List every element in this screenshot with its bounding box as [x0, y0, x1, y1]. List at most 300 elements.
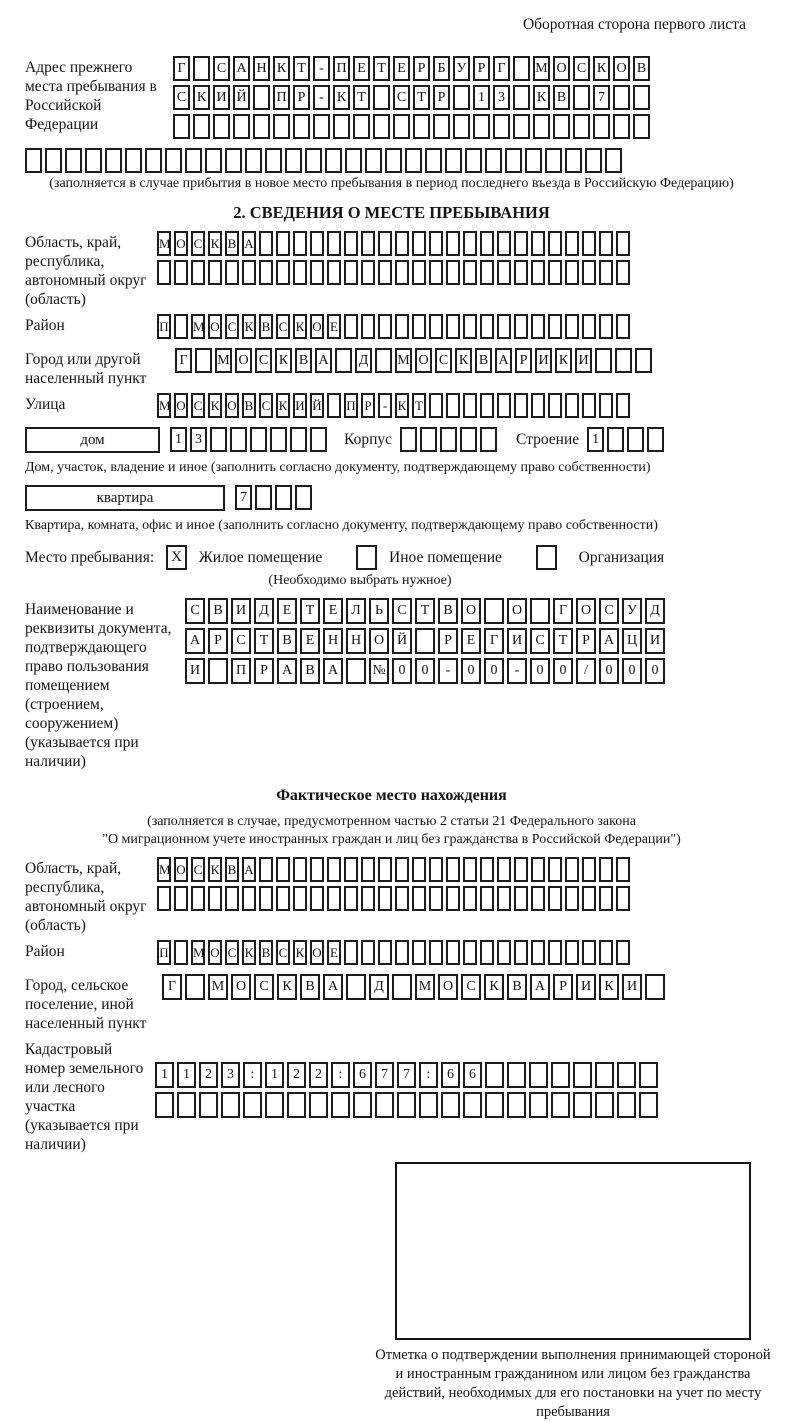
char-cell[interactable]: Р: [473, 56, 490, 81]
char-cell[interactable]: [480, 886, 494, 911]
char-cell[interactable]: Т: [254, 628, 274, 654]
char-cell[interactable]: А: [495, 348, 512, 373]
char-cell[interactable]: [635, 348, 652, 373]
char-cell[interactable]: О: [438, 974, 458, 1000]
char-cell[interactable]: [415, 628, 435, 654]
char-cell[interactable]: [463, 393, 477, 418]
char-cell[interactable]: С: [435, 348, 452, 373]
actual-city-row[interactable]: [162, 974, 668, 1000]
char-cell[interactable]: [253, 114, 270, 139]
char-cell[interactable]: [325, 148, 342, 173]
char-cell[interactable]: [145, 148, 162, 173]
char-cell[interactable]: [395, 940, 409, 965]
char-cell[interactable]: [480, 260, 494, 285]
char-cell[interactable]: [412, 857, 426, 882]
char-cell[interactable]: В: [208, 598, 228, 624]
char-cell[interactable]: [599, 886, 613, 911]
char-cell[interactable]: И: [622, 974, 642, 1000]
char-cell[interactable]: [440, 427, 457, 452]
street-row[interactable]: [157, 393, 633, 418]
char-cell[interactable]: О: [369, 628, 389, 654]
char-cell[interactable]: [530, 598, 550, 624]
char-cell[interactable]: О: [208, 314, 222, 339]
char-cell[interactable]: К: [533, 85, 550, 110]
char-cell[interactable]: [259, 857, 273, 882]
char-cell[interactable]: [531, 314, 545, 339]
char-cell[interactable]: [441, 1092, 460, 1118]
char-cell[interactable]: [616, 857, 630, 882]
char-cell[interactable]: [599, 260, 613, 285]
document-row-1[interactable]: [185, 598, 668, 624]
char-cell[interactable]: [446, 314, 460, 339]
char-cell[interactable]: О: [208, 940, 222, 965]
char-cell[interactable]: К: [455, 348, 472, 373]
char-cell[interactable]: [531, 231, 545, 256]
char-cell[interactable]: [446, 393, 460, 418]
char-cell[interactable]: [497, 940, 511, 965]
char-cell[interactable]: [310, 260, 324, 285]
char-cell[interactable]: Д: [254, 598, 274, 624]
char-cell[interactable]: М: [191, 940, 205, 965]
char-cell[interactable]: К: [395, 393, 409, 418]
char-cell[interactable]: [514, 314, 528, 339]
char-cell[interactable]: 3: [190, 427, 207, 452]
char-cell[interactable]: [429, 231, 443, 256]
char-cell[interactable]: В: [300, 658, 320, 684]
char-cell[interactable]: И: [213, 85, 230, 110]
char-cell[interactable]: В: [633, 56, 650, 81]
char-cell[interactable]: [270, 427, 287, 452]
char-cell[interactable]: [265, 1092, 284, 1118]
char-cell[interactable]: [293, 231, 307, 256]
char-cell[interactable]: [331, 1092, 350, 1118]
char-cell[interactable]: [174, 886, 188, 911]
char-cell[interactable]: [485, 1062, 504, 1088]
char-cell[interactable]: [545, 148, 562, 173]
char-cell[interactable]: [514, 940, 528, 965]
char-cell[interactable]: [287, 1092, 306, 1118]
char-cell[interactable]: [551, 1062, 570, 1088]
char-cell[interactable]: [480, 427, 497, 452]
char-cell[interactable]: [273, 114, 290, 139]
char-cell[interactable]: [480, 231, 494, 256]
char-cell[interactable]: [484, 598, 504, 624]
char-cell[interactable]: И: [575, 348, 592, 373]
char-cell[interactable]: А: [323, 658, 343, 684]
char-cell[interactable]: С: [276, 940, 290, 965]
char-cell[interactable]: [157, 886, 171, 911]
char-cell[interactable]: [565, 148, 582, 173]
char-cell[interactable]: [85, 148, 102, 173]
char-cell[interactable]: А: [242, 231, 256, 256]
char-cell[interactable]: М: [157, 393, 171, 418]
char-cell[interactable]: [242, 260, 256, 285]
char-cell[interactable]: О: [174, 231, 188, 256]
char-cell[interactable]: С: [255, 348, 272, 373]
char-cell[interactable]: 1: [587, 427, 604, 452]
char-cell[interactable]: И: [293, 393, 307, 418]
char-cell[interactable]: [185, 974, 205, 1000]
char-cell[interactable]: [309, 1092, 328, 1118]
char-cell[interactable]: [344, 857, 358, 882]
char-cell[interactable]: [193, 56, 210, 81]
char-cell[interactable]: А: [315, 348, 332, 373]
char-cell[interactable]: К: [273, 56, 290, 81]
char-cell[interactable]: [375, 348, 392, 373]
char-cell[interactable]: 0: [599, 658, 619, 684]
char-cell[interactable]: [497, 260, 511, 285]
char-cell[interactable]: К: [208, 857, 222, 882]
char-cell[interactable]: 7: [375, 1062, 394, 1088]
char-cell[interactable]: [395, 231, 409, 256]
char-cell[interactable]: Р: [433, 85, 450, 110]
char-cell[interactable]: [310, 886, 324, 911]
char-cell[interactable]: [599, 314, 613, 339]
char-cell[interactable]: П: [333, 56, 350, 81]
cadastral-row-2[interactable]: [155, 1092, 661, 1118]
char-cell[interactable]: [453, 85, 470, 110]
char-cell[interactable]: В: [259, 314, 273, 339]
char-cell[interactable]: [373, 114, 390, 139]
char-cell[interactable]: [513, 85, 530, 110]
char-cell[interactable]: [413, 114, 430, 139]
char-cell[interactable]: [497, 857, 511, 882]
char-cell[interactable]: И: [576, 974, 596, 1000]
char-cell[interactable]: [378, 886, 392, 911]
actual-region-row-1[interactable]: [157, 857, 633, 882]
char-cell[interactable]: Р: [438, 628, 458, 654]
char-cell[interactable]: [505, 148, 522, 173]
char-cell[interactable]: [565, 231, 579, 256]
char-cell[interactable]: [485, 148, 502, 173]
char-cell[interactable]: П: [157, 940, 171, 965]
char-cell[interactable]: 0: [461, 658, 481, 684]
char-cell[interactable]: Р: [553, 974, 573, 1000]
char-cell[interactable]: [616, 231, 630, 256]
char-cell[interactable]: [225, 260, 239, 285]
char-cell[interactable]: 2: [309, 1062, 328, 1088]
char-cell[interactable]: О: [415, 348, 432, 373]
char-cell[interactable]: Е: [461, 628, 481, 654]
char-cell[interactable]: [412, 940, 426, 965]
char-cell[interactable]: [105, 148, 122, 173]
char-cell[interactable]: [639, 1062, 658, 1088]
previous-address-row-4[interactable]: [25, 148, 758, 173]
char-cell[interactable]: [480, 857, 494, 882]
char-cell[interactable]: В: [242, 393, 256, 418]
char-cell[interactable]: [514, 231, 528, 256]
char-cell[interactable]: С: [191, 857, 205, 882]
char-cell[interactable]: Р: [254, 658, 274, 684]
char-cell[interactable]: Т: [553, 628, 573, 654]
char-cell[interactable]: [412, 314, 426, 339]
char-cell[interactable]: Ь: [369, 598, 389, 624]
char-cell[interactable]: Т: [293, 56, 310, 81]
char-cell[interactable]: Т: [353, 85, 370, 110]
char-cell[interactable]: М: [395, 348, 412, 373]
char-cell[interactable]: [276, 231, 290, 256]
char-cell[interactable]: [565, 260, 579, 285]
char-cell[interactable]: [208, 260, 222, 285]
char-cell[interactable]: [361, 231, 375, 256]
char-cell[interactable]: У: [622, 598, 642, 624]
char-cell[interactable]: О: [576, 598, 596, 624]
char-cell[interactable]: В: [225, 857, 239, 882]
char-cell[interactable]: /: [576, 658, 596, 684]
char-cell[interactable]: 0: [530, 658, 550, 684]
char-cell[interactable]: [345, 148, 362, 173]
char-cell[interactable]: [208, 658, 228, 684]
char-cell[interactable]: [378, 940, 392, 965]
char-cell[interactable]: Р: [361, 393, 375, 418]
char-cell[interactable]: [265, 148, 282, 173]
char-cell[interactable]: [548, 314, 562, 339]
char-cell[interactable]: [497, 393, 511, 418]
char-cell[interactable]: Т: [373, 56, 390, 81]
char-cell[interactable]: [446, 886, 460, 911]
char-cell[interactable]: П: [273, 85, 290, 110]
char-cell[interactable]: [639, 1092, 658, 1118]
char-cell[interactable]: [290, 427, 307, 452]
char-cell[interactable]: [453, 114, 470, 139]
char-cell[interactable]: А: [530, 974, 550, 1000]
char-cell[interactable]: Й: [233, 85, 250, 110]
char-cell[interactable]: О: [310, 314, 324, 339]
char-cell[interactable]: Н: [323, 628, 343, 654]
char-cell[interactable]: В: [277, 628, 297, 654]
char-cell[interactable]: [344, 260, 358, 285]
char-cell[interactable]: [310, 857, 324, 882]
char-cell[interactable]: [293, 114, 310, 139]
char-cell[interactable]: С: [573, 56, 590, 81]
char-cell[interactable]: [529, 1092, 548, 1118]
char-cell[interactable]: Л: [346, 598, 366, 624]
char-cell[interactable]: Г: [162, 974, 182, 1000]
char-cell[interactable]: [378, 260, 392, 285]
char-cell[interactable]: С: [259, 393, 273, 418]
char-cell[interactable]: [531, 393, 545, 418]
char-cell[interactable]: В: [475, 348, 492, 373]
char-cell[interactable]: 6: [463, 1062, 482, 1088]
char-cell[interactable]: [425, 148, 442, 173]
char-cell[interactable]: [565, 857, 579, 882]
char-cell[interactable]: [353, 1092, 372, 1118]
char-cell[interactable]: О: [613, 56, 630, 81]
actual-district-row[interactable]: [157, 940, 633, 965]
district-row[interactable]: [157, 314, 633, 339]
char-cell[interactable]: 0: [392, 658, 412, 684]
char-cell[interactable]: [250, 427, 267, 452]
char-cell[interactable]: О: [310, 940, 324, 965]
char-cell[interactable]: [548, 940, 562, 965]
char-cell[interactable]: А: [233, 56, 250, 81]
char-cell[interactable]: [460, 427, 477, 452]
char-cell[interactable]: [242, 886, 256, 911]
char-cell[interactable]: [208, 886, 222, 911]
document-row-3[interactable]: [185, 658, 668, 684]
char-cell[interactable]: [582, 314, 596, 339]
char-cell[interactable]: А: [242, 857, 256, 882]
char-cell[interactable]: С: [225, 314, 239, 339]
char-cell[interactable]: [344, 886, 358, 911]
char-cell[interactable]: М: [191, 314, 205, 339]
char-cell[interactable]: С: [225, 940, 239, 965]
actual-region-row-2[interactable]: [157, 886, 633, 911]
document-row-2[interactable]: [185, 628, 668, 654]
korpus-row[interactable]: [400, 427, 500, 452]
char-cell[interactable]: Р: [208, 628, 228, 654]
char-cell[interactable]: О: [225, 393, 239, 418]
char-cell[interactable]: [327, 260, 341, 285]
region-row-1[interactable]: [157, 231, 633, 256]
char-cell[interactable]: [365, 148, 382, 173]
char-cell[interactable]: [255, 485, 272, 510]
char-cell[interactable]: 6: [353, 1062, 372, 1088]
char-cell[interactable]: [373, 85, 390, 110]
char-cell[interactable]: [276, 886, 290, 911]
char-cell[interactable]: 3: [221, 1062, 240, 1088]
char-cell[interactable]: А: [185, 628, 205, 654]
char-cell[interactable]: [514, 260, 528, 285]
char-cell[interactable]: Г: [484, 628, 504, 654]
previous-address-row-3[interactable]: [173, 114, 653, 139]
char-cell[interactable]: [548, 857, 562, 882]
char-cell[interactable]: [480, 314, 494, 339]
char-cell[interactable]: С: [213, 56, 230, 81]
char-cell[interactable]: К: [208, 393, 222, 418]
char-cell[interactable]: [548, 393, 562, 418]
char-cell[interactable]: [599, 940, 613, 965]
char-cell[interactable]: П: [157, 314, 171, 339]
char-cell[interactable]: [429, 260, 443, 285]
char-cell[interactable]: Й: [392, 628, 412, 654]
char-cell[interactable]: [65, 148, 82, 173]
char-cell[interactable]: [565, 940, 579, 965]
char-cell[interactable]: [497, 886, 511, 911]
char-cell[interactable]: [480, 393, 494, 418]
char-cell[interactable]: [344, 940, 358, 965]
char-cell[interactable]: [327, 886, 341, 911]
char-cell[interactable]: О: [231, 974, 251, 1000]
char-cell[interactable]: Ц: [622, 628, 642, 654]
char-cell[interactable]: [361, 886, 375, 911]
char-cell[interactable]: И: [507, 628, 527, 654]
char-cell[interactable]: Г: [173, 56, 190, 81]
char-cell[interactable]: [293, 857, 307, 882]
char-cell[interactable]: С: [191, 231, 205, 256]
char-cell[interactable]: 0: [484, 658, 504, 684]
char-cell[interactable]: [582, 886, 596, 911]
char-cell[interactable]: [259, 886, 273, 911]
char-cell[interactable]: [400, 427, 417, 452]
char-cell[interactable]: Е: [323, 598, 343, 624]
char-cell[interactable]: [293, 886, 307, 911]
char-cell[interactable]: Н: [253, 56, 270, 81]
char-cell[interactable]: Б: [433, 56, 450, 81]
char-cell[interactable]: 0: [553, 658, 573, 684]
char-cell[interactable]: [361, 260, 375, 285]
char-cell[interactable]: [412, 886, 426, 911]
char-cell[interactable]: Е: [300, 628, 320, 654]
char-cell[interactable]: [463, 260, 477, 285]
char-cell[interactable]: Т: [415, 598, 435, 624]
char-cell[interactable]: [195, 348, 212, 373]
char-cell[interactable]: [193, 114, 210, 139]
char-cell[interactable]: Г: [493, 56, 510, 81]
checkbox-residential[interactable]: X: [166, 545, 187, 570]
char-cell[interactable]: [463, 314, 477, 339]
char-cell[interactable]: М: [157, 231, 171, 256]
char-cell[interactable]: Й: [310, 393, 324, 418]
char-cell[interactable]: [497, 231, 511, 256]
char-cell[interactable]: [210, 427, 227, 452]
char-cell[interactable]: [173, 114, 190, 139]
char-cell[interactable]: [565, 314, 579, 339]
char-cell[interactable]: [259, 260, 273, 285]
char-cell[interactable]: [531, 940, 545, 965]
char-cell[interactable]: [395, 260, 409, 285]
char-cell[interactable]: :: [243, 1062, 262, 1088]
char-cell[interactable]: [514, 886, 528, 911]
char-cell[interactable]: [582, 857, 596, 882]
char-cell[interactable]: -: [313, 85, 330, 110]
char-cell[interactable]: [174, 260, 188, 285]
char-cell[interactable]: [310, 427, 327, 452]
char-cell[interactable]: Е: [327, 314, 341, 339]
char-cell[interactable]: [573, 114, 590, 139]
char-cell[interactable]: [595, 348, 612, 373]
char-cell[interactable]: [585, 148, 602, 173]
char-cell[interactable]: [177, 1092, 196, 1118]
char-cell[interactable]: К: [593, 56, 610, 81]
char-cell[interactable]: [225, 148, 242, 173]
char-cell[interactable]: [616, 260, 630, 285]
char-cell[interactable]: [275, 485, 292, 510]
char-cell[interactable]: [565, 393, 579, 418]
char-cell[interactable]: Е: [327, 940, 341, 965]
char-cell[interactable]: [607, 427, 624, 452]
char-cell[interactable]: И: [535, 348, 552, 373]
char-cell[interactable]: А: [323, 974, 343, 1000]
char-cell[interactable]: [157, 260, 171, 285]
char-cell[interactable]: [395, 886, 409, 911]
char-cell[interactable]: [361, 940, 375, 965]
char-cell[interactable]: О: [553, 56, 570, 81]
house-number-row[interactable]: [170, 427, 330, 452]
char-cell[interactable]: К: [275, 348, 292, 373]
char-cell[interactable]: [327, 393, 341, 418]
char-cell[interactable]: 2: [287, 1062, 306, 1088]
char-cell[interactable]: [333, 114, 350, 139]
char-cell[interactable]: 0: [622, 658, 642, 684]
char-cell[interactable]: С: [173, 85, 190, 110]
char-cell[interactable]: О: [507, 598, 527, 624]
char-cell[interactable]: -: [313, 56, 330, 81]
char-cell[interactable]: П: [344, 393, 358, 418]
char-cell[interactable]: Д: [369, 974, 389, 1000]
char-cell[interactable]: [213, 114, 230, 139]
char-cell[interactable]: [335, 348, 352, 373]
char-cell[interactable]: К: [242, 940, 256, 965]
char-cell[interactable]: [613, 114, 630, 139]
char-cell[interactable]: [405, 148, 422, 173]
char-cell[interactable]: [395, 857, 409, 882]
char-cell[interactable]: [305, 148, 322, 173]
char-cell[interactable]: Г: [175, 348, 192, 373]
char-cell[interactable]: [507, 1092, 526, 1118]
char-cell[interactable]: [393, 114, 410, 139]
char-cell[interactable]: [174, 940, 188, 965]
